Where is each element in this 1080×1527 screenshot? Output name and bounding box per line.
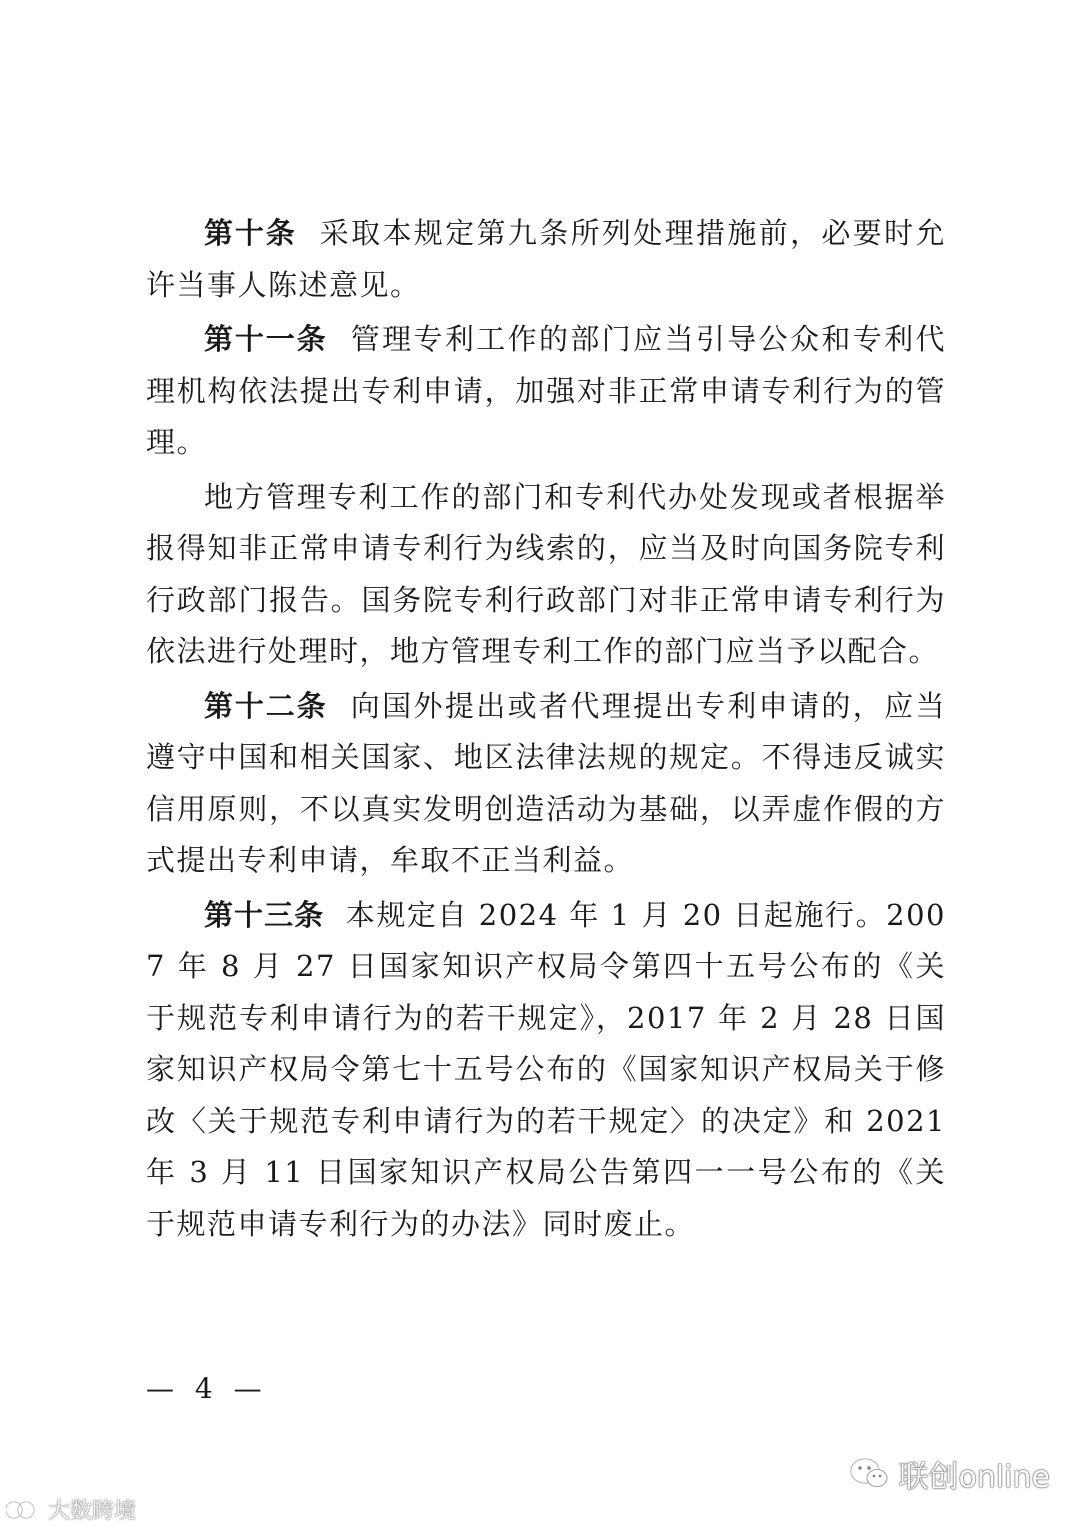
logo-mark-icon — [6, 1499, 44, 1521]
watermark-right — [850, 1452, 1050, 1496]
page-number: — 4 — — [146, 1372, 268, 1405]
article-number: 第十条 — [204, 216, 297, 250]
wechat-icon — [850, 1457, 890, 1491]
article-11-paragraph-2 — [146, 472, 946, 678]
article-text: 管理专利工作的部门应当引导公众和专利代理机构依法提出专利申请，加强对非正常申请专利行为的管理。 — [146, 322, 946, 459]
article-text: 地方管理专利工作的部门和专利代办处发现或者根据举报得知非正常申请专利行为线索的，应当及时向国务院专利行政部门报告。国务院专利行政部门对非正常申请专利行为依法进行处理时，地方管理专利工作的部门应当予以配合。 — [146, 479, 946, 668]
article-text: 向国外提出或者代理提出专利申请的，应当遵守中国和相关国家、地区法律法规的规定。不得违反诚实信用原则，不以真实发明创造活动为基础，以弄虚作假的方式提出专利申请，牟取不正当利益。 — [146, 688, 946, 877]
watermark-right-text: 联创online — [898, 1460, 1050, 1495]
article-text: 采取本规定第九条所列处理措施前，必要时允许当事人陈述意见。 — [146, 216, 946, 302]
article-text: 本规定自 2024 年 1 月 20 日起施行。2007 年 8 月 27 日国家知识产权局令第四十五号公布的《关于规范专利申请行为的若干规定》，2017 年 2 月 28 日国家知识产权局令第七十五号公布的《国家知识产权局关于修改〈关于规范专利申请行为的若干规定〉的决定》和 2021 年 3 月 11 日国家知识产权局公告第四一一号公布的《关于规范申请专利行为的办法》同时废止。 — [146, 897, 946, 1241]
article-number: 第十一条 — [204, 322, 328, 356]
article-11 — [146, 314, 946, 469]
article-10 — [146, 208, 946, 311]
article-13 — [146, 890, 946, 1251]
watermark-left-text: 大数跨境 — [48, 1499, 137, 1524]
watermark-left — [6, 1494, 136, 1525]
article-12 — [146, 681, 946, 887]
document-body — [146, 208, 946, 1253]
article-number: 第十三条 — [204, 897, 325, 932]
article-number: 第十二条 — [204, 688, 328, 723]
